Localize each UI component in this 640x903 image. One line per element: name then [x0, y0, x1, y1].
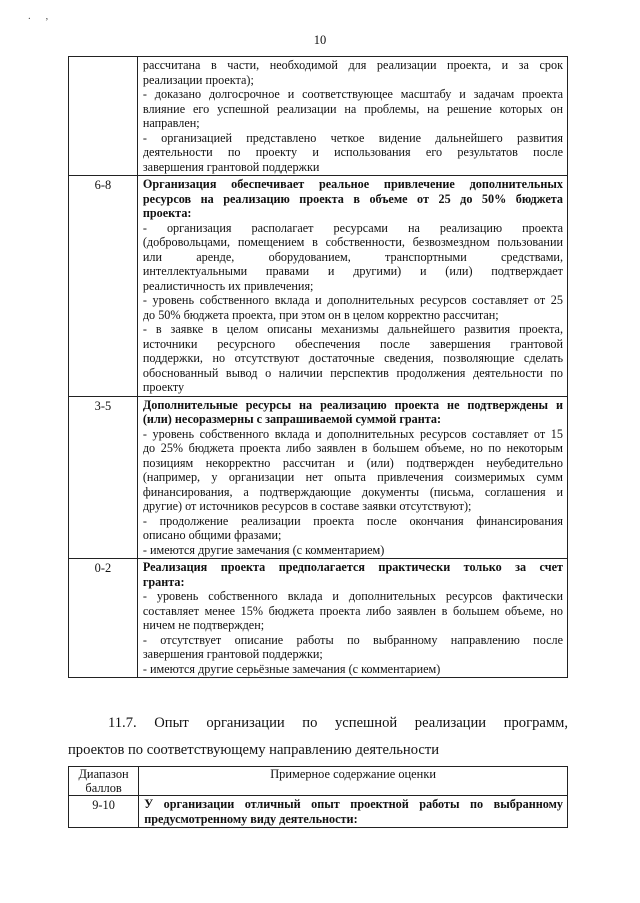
score-range: 0-2 [94, 561, 112, 575]
criterion-heading-line: предусмотренному виду деятельности: [144, 811, 358, 826]
criterion-text-line: направлен; [142, 116, 200, 130]
assessment-content-cell [137, 559, 567, 678]
criterion-text-line: описано общими фразами; [142, 528, 282, 542]
table-row [69, 796, 568, 828]
scoring-table-body [69, 57, 568, 678]
score-range-cell [69, 559, 138, 678]
assessment-content-cell [137, 396, 567, 559]
score-range-cell [69, 176, 138, 397]
criterion-text-line: - организация располагает ресурсами на реализацию проекта [142, 220, 563, 235]
criterion-heading-line: Дополнительные ресурсы на реализацию проекта не подтверждены и [142, 397, 563, 412]
criterion-heading-line: проекта: [142, 206, 192, 220]
experience-scoring-table [68, 766, 568, 828]
criterion-text-line: - уровень собственного вклада и дополнительных ресурсов фактически [142, 589, 563, 603]
criterion-text-line: - организацией представлено четкое видение дальнейшего развития [142, 130, 563, 145]
score-range-header-line: Диапазон [78, 767, 129, 781]
criterion-text-line: реалистичность их привлечения; [142, 278, 314, 293]
table-header-row [69, 767, 568, 796]
criterion-text-line: интеллектуальными правами и другими) и (или) подтверждает [142, 264, 563, 278]
table-row [69, 559, 568, 678]
criterion-text-line: - продолжение реализации проекта после окончания финансирования [142, 513, 563, 528]
criterion-heading-line: Организация обеспечивает реальное привлечение дополнительных [142, 177, 563, 191]
assessment-content-cell [137, 57, 567, 176]
criterion-text-line: до 25% бюджета проекта либо заявлен в большем объеме, но по некоторым [142, 441, 563, 455]
assessment-content-cell [139, 796, 568, 828]
criterion-text-line: реализации проекта); [142, 72, 254, 87]
criterion-text-line: - в заявке в целом описаны механизмы дальнейшего развития проекта, [142, 322, 563, 336]
criterion-text-line: - уровень собственного вклада и дополнительных ресурсов составляет от 25 [142, 293, 563, 307]
criterion-text-line: завершения грантовой поддержки [142, 159, 320, 174]
criterion-text-line: - имеются другие серьёзные замечания (с комментарием) [142, 661, 441, 676]
criterion-text-line: обоснованный вывод о наличии перспектив продолжения деятельности по [142, 365, 563, 380]
criterion-text-line: - доказано долгосрочное и соответствующее масштабу и задачам проекта [142, 87, 563, 101]
criterion-text-line: другие) от источников ресурсов в составе заявки отсутствуют); [142, 499, 472, 513]
criterion-heading-line: У организации отличный опыт проектной работы по выбранному [144, 797, 563, 811]
criterion-text-line: позициям некорректно рассчитан и (или) подтвержден неубедительно [142, 455, 563, 470]
score-range: 3-5 [94, 398, 112, 413]
table-row [69, 396, 568, 559]
criterion-text-line: проекту [142, 380, 185, 394]
criterion-heading-line: (или) несоразмерны с запрашиваемой суммой гранта: [142, 412, 442, 426]
criterion-text-line: влияние его успешной реализации на проблемы, на решение которых он [142, 101, 563, 116]
table-row [69, 57, 568, 176]
score-range-cell [69, 396, 138, 559]
criterion-text-line: - отсутствует описание работы по выбранному направлению после [142, 632, 563, 647]
criterion-text-line: ничем не подтвержден; [142, 618, 265, 632]
criterion-text-line: завершения грантовой поддержки; [142, 647, 323, 661]
page-number: 10 [313, 33, 327, 47]
criterion-text-line: (например, у организации нет опыта привлечения соизмеримых сумм [142, 470, 563, 484]
criterion-text-line: составляет менее 15% бюджета проекта либо заявлен в большем объеме, но [142, 603, 563, 618]
criterion-text-line: рассчитана в части, необходимой для реализации проекта, и за срок [142, 58, 563, 72]
score-range: 6-8 [94, 178, 112, 192]
score-range-cell [69, 57, 138, 176]
criterion-text-line: финансирования, а подтверждающие документы (письма, соглашения и [142, 484, 563, 499]
criterion-text-line: - уровень собственного вклада и дополнительных ресурсов составляет от 15 [142, 426, 563, 441]
score-range: 9-10 [92, 798, 115, 812]
score-range-header-line: баллов [85, 781, 122, 795]
section-heading-continued: проектов по соответствующему направлению деятельности [68, 742, 440, 758]
criterion-text-line: (добровольцами, помещением в собственности, безвозмездном пользовании [142, 235, 563, 249]
criterion-heading-line: Реализация проекта предполагается практически только за счет [142, 560, 563, 574]
score-range-cell [69, 796, 139, 828]
criterion-text-line: до 50% бюджета проекта, при этом он в целом корректно рассчитан; [142, 307, 499, 322]
criterion-text-line: деятельности по проекту и использования его результатов после [142, 145, 563, 159]
section-heading: 11.7. Опыт организации по успешной реализации программ, [108, 715, 568, 731]
score-range [69, 57, 137, 59]
content-header: Примерное содержание оценки [139, 767, 568, 796]
criterion-text-line: - имеются другие замечания (с комментарием) [142, 542, 385, 557]
criterion-text-line: источники ресурсного обеспечения после завершения грантовой [142, 336, 563, 351]
assessment-content-cell [137, 176, 567, 397]
criterion-text-line: или аренде, оборудованием, транспортными средствами, [142, 249, 563, 264]
criterion-heading-line: ресурсов на реализацию проекта в объеме от 25 до 50% бюджета [142, 191, 563, 206]
score-range-header [69, 767, 139, 796]
table-row [69, 176, 568, 397]
criterion-text-line: поддержки, но отсутствуют достаточные сведения, позволяющие сделать [142, 351, 563, 365]
criterion-heading-line: гранта: [142, 574, 185, 589]
scoring-table [68, 56, 568, 678]
experience-table-body [69, 767, 568, 828]
scan-marks: . , [28, 10, 55, 22]
